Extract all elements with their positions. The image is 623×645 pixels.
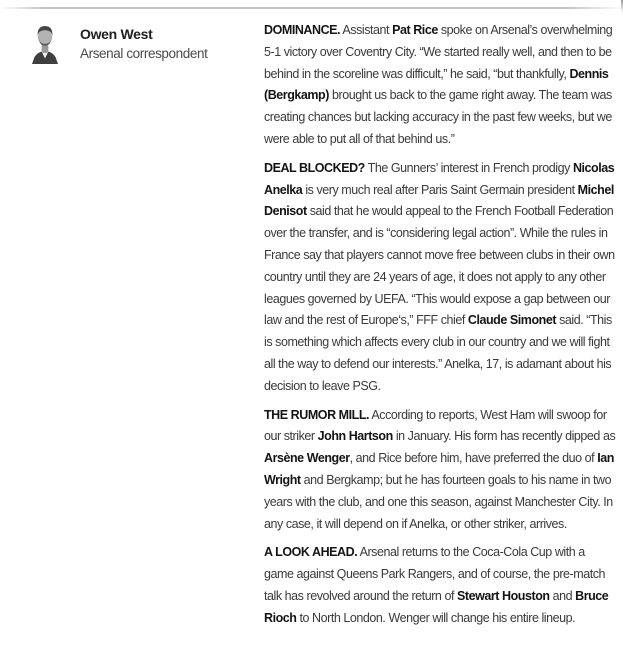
text-segment: and xyxy=(549,588,576,603)
bold-text-segment: DEAL BLOCKED? xyxy=(264,160,365,175)
text-segment: spoke on Arsenal’s overwhelming 5-1 victory over Coventry City. “We started really well, and then to be behind in the scoreline was difficult,” he said, “but thankfully, xyxy=(264,23,613,81)
bold-text-segment: Pat Rice xyxy=(392,23,438,37)
text-segment: Assistant xyxy=(340,23,393,37)
text-segment: The Gunners’ interest in French prodigy xyxy=(364,160,573,175)
article-body xyxy=(264,20,616,637)
bold-text-segment: Arsène Wenger xyxy=(264,451,350,466)
bold-text-segment: Ian Wright xyxy=(264,451,614,487)
text-segment: said. “This is something which affects every club in our country and we will fight all the way to defend our interests.” Anelka, 17, is adamant about his decision to leave PSG. xyxy=(264,313,612,393)
bold-text-segment: Bruce Rioch xyxy=(264,588,609,625)
text-segment: , and Rice before him, have preferred the duo of xyxy=(349,451,598,466)
bold-text-segment: Michel Denisot xyxy=(264,182,614,219)
article-paragraph xyxy=(264,20,616,151)
text-segment: said that he would appeal to the French Football Federation over the transfer, and is “considering legal action”. While the rules in France say that players cannot move free between clubs in their own country until they are 24 years of age, it does not apply to any other leagues governed by UEFA. “This would expose a gap between our law and the rest of Europe‘s,” FFF chief xyxy=(264,204,615,328)
bold-text-segment: Claude Simonet xyxy=(467,313,557,328)
bold-text-segment: Nicolas Anelka xyxy=(264,160,615,197)
bold-text-segment: DOMINANCE. xyxy=(264,23,341,37)
person-portrait-icon xyxy=(29,22,61,64)
author-text xyxy=(80,26,260,62)
author-role: Arsenal correspondent xyxy=(80,46,208,61)
text-segment: According to reports, West Ham will swoop for our striker xyxy=(264,407,607,444)
text-segment: in January. His form has recently dipped as xyxy=(392,429,616,444)
text-segment: brought us back to the game right away. The team was creating chances but lacking accuracy in the past few weeks, but we were able to put all of that behind us.” xyxy=(264,88,612,146)
bold-text-segment: John Hartson xyxy=(317,429,393,444)
author-name: Owen West xyxy=(80,26,153,42)
bold-text-segment: THE RUMOR MILL. xyxy=(264,407,370,422)
text-segment: Arsenal returns to the Coca-Cola Cup with a game against Queens Park Rangers, and of course, the pre-match talk has revolved around the return of xyxy=(264,545,606,603)
article-paragraph xyxy=(264,542,616,629)
text-segment: is very much real after Paris Saint Germain president xyxy=(302,182,578,197)
text-segment: and Bergkamp; but he has fourteen goals to his name in two years with the club, and one this season, against Manchester City. In any case, it will depend on if Anelka, or other striker, arrives. xyxy=(264,472,613,531)
article-paragraph xyxy=(264,405,616,536)
bold-text-segment: Dennis (Bergkamp) xyxy=(264,66,609,103)
top-divider xyxy=(0,7,623,9)
article-paragraph xyxy=(264,158,616,398)
text-segment: to North London. Wenger will change his entire lineup. xyxy=(296,610,576,625)
bold-text-segment: A LOOK AHEAD. xyxy=(264,545,358,560)
bold-text-segment: Stewart Houston xyxy=(457,588,550,603)
